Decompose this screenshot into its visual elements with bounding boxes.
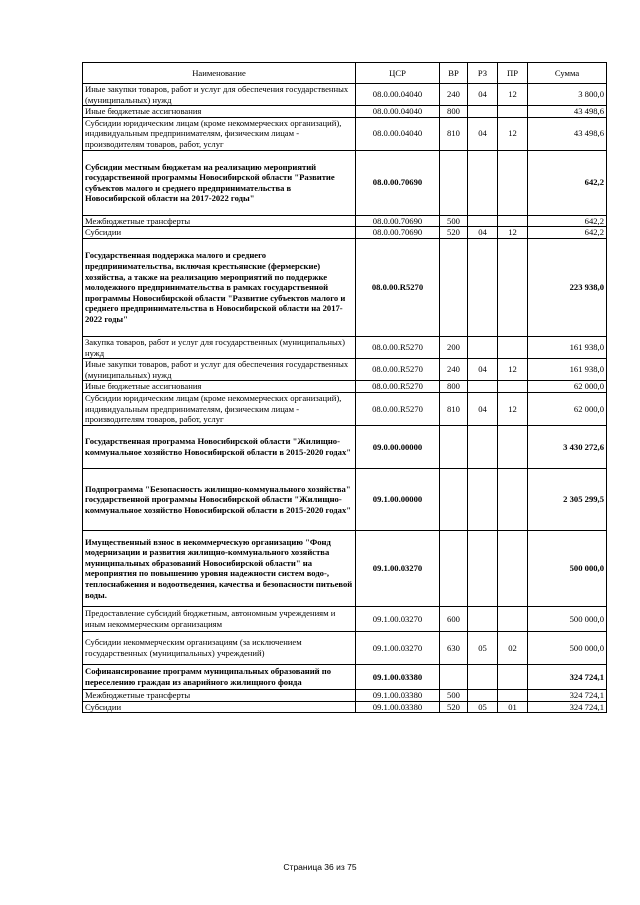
header-name: Наименование xyxy=(83,63,356,84)
cell-pr: 12 xyxy=(498,117,528,150)
cell-sum: 3 800,0 xyxy=(528,84,607,106)
cell-sum: 642,2 xyxy=(528,150,607,215)
table-row xyxy=(83,468,607,530)
cell-pr: 12 xyxy=(498,227,528,239)
cell-name: Субсидии юридическим лицам (кроме некоммерческих организаций), индивидуальным предпринимателям, физическим лицам - производителям товаров, работ, услуг xyxy=(83,392,356,425)
cell-csr: 08.0.00.04040 xyxy=(356,84,440,106)
cell-rz xyxy=(468,336,498,358)
table-row xyxy=(83,606,607,631)
cell-pr: 12 xyxy=(498,392,528,425)
cell-name: Субсидии некоммерческим организациям (за исключением государственных (муниципальных) учреждений) xyxy=(83,631,356,664)
table-row xyxy=(83,425,607,468)
cell-rz xyxy=(468,530,498,606)
cell-vr: 810 xyxy=(440,117,468,150)
cell-name: Государственная поддержка малого и среднего предпринимательства, включая крестьянские (фермерские) хозяйства, а также на реализацию мероприятий по поддержке молодежного предпринимательства в рамках государственной программы Новосибирской области "Развитие субъектов малого и среднего предпринимательства в Новосибирской области на 2017-2022 годы" xyxy=(83,238,356,336)
cell-sum: 62 000,0 xyxy=(528,392,607,425)
cell-sum: 324 724,1 xyxy=(528,689,607,701)
cell-rz xyxy=(468,689,498,701)
cell-vr xyxy=(440,238,468,336)
cell-sum: 3 430 272,6 xyxy=(528,425,607,468)
cell-rz xyxy=(468,215,498,227)
cell-pr xyxy=(498,425,528,468)
cell-pr: 01 xyxy=(498,701,528,713)
cell-vr: 800 xyxy=(440,106,468,118)
cell-vr: 500 xyxy=(440,689,468,701)
cell-rz: 04 xyxy=(468,117,498,150)
table-row xyxy=(83,381,607,393)
cell-name: Иные бюджетные ассигнования xyxy=(83,106,356,118)
cell-name: Закупка товаров, работ и услуг для государственных (муниципальных) нужд xyxy=(83,336,356,358)
cell-sum: 62 000,0 xyxy=(528,381,607,393)
cell-csr: 08.0.00.R5270 xyxy=(356,238,440,336)
cell-sum: 161 938,0 xyxy=(528,336,607,358)
cell-vr xyxy=(440,664,468,689)
cell-csr: 08.0.00.R5270 xyxy=(356,336,440,358)
cell-pr xyxy=(498,468,528,530)
table-header-row xyxy=(83,63,607,84)
table-row xyxy=(83,359,607,381)
cell-sum: 324 724,1 xyxy=(528,701,607,713)
table-row xyxy=(83,150,607,215)
cell-pr xyxy=(498,606,528,631)
table-row xyxy=(83,215,607,227)
cell-csr: 08.0.00.R5270 xyxy=(356,381,440,393)
table-row xyxy=(83,631,607,664)
cell-pr xyxy=(498,238,528,336)
cell-vr: 240 xyxy=(440,84,468,106)
cell-sum: 43 498,6 xyxy=(528,106,607,118)
cell-pr xyxy=(498,689,528,701)
cell-rz: 05 xyxy=(468,701,498,713)
table-row xyxy=(83,84,607,106)
cell-vr: 500 xyxy=(440,215,468,227)
cell-rz xyxy=(468,664,498,689)
cell-name: Иные бюджетные ассигнования xyxy=(83,381,356,393)
cell-name: Иные закупки товаров, работ и услуг для обеспечения государственных (муниципальных) нужд xyxy=(83,84,356,106)
cell-sum: 2 305 299,5 xyxy=(528,468,607,530)
cell-csr: 09.1.00.03380 xyxy=(356,689,440,701)
cell-vr: 240 xyxy=(440,359,468,381)
table-row xyxy=(83,664,607,689)
cell-rz: 04 xyxy=(468,84,498,106)
cell-name: Субсидии xyxy=(83,227,356,239)
cell-vr: 520 xyxy=(440,227,468,239)
cell-vr: 630 xyxy=(440,631,468,664)
cell-name: Государственная программа Новосибирской области "Жилищно-коммунальное хозяйство Новосибирской области в 2015-2020 годах" xyxy=(83,425,356,468)
table-row xyxy=(83,227,607,239)
cell-sum: 43 498,6 xyxy=(528,117,607,150)
cell-rz xyxy=(468,468,498,530)
cell-rz xyxy=(468,238,498,336)
cell-rz: 04 xyxy=(468,227,498,239)
cell-pr: 02 xyxy=(498,631,528,664)
table-row xyxy=(83,117,607,150)
table-row xyxy=(83,689,607,701)
cell-name: Межбюджетные трансферты xyxy=(83,689,356,701)
cell-sum: 500 000,0 xyxy=(528,606,607,631)
cell-vr: 600 xyxy=(440,606,468,631)
cell-csr: 08.0.00.R5270 xyxy=(356,359,440,381)
cell-csr: 09.1.00.03270 xyxy=(356,606,440,631)
cell-name: Межбюджетные трансферты xyxy=(83,215,356,227)
cell-name: Софинансирование программ муниципальных образований по переселению граждан из аварийного жилищного фонда xyxy=(83,664,356,689)
cell-pr xyxy=(498,336,528,358)
cell-csr: 08.0.00.04040 xyxy=(356,117,440,150)
cell-rz: 04 xyxy=(468,392,498,425)
cell-name: Иные закупки товаров, работ и услуг для обеспечения государственных (муниципальных) нужд xyxy=(83,359,356,381)
cell-name: Предоставление субсидий бюджетным, автономным учреждениям и иным некоммерческим организациям xyxy=(83,606,356,631)
table-row xyxy=(83,106,607,118)
cell-rz xyxy=(468,106,498,118)
table-row xyxy=(83,392,607,425)
cell-pr: 12 xyxy=(498,84,528,106)
header-pr: ПР xyxy=(498,63,528,84)
cell-sum: 642,2 xyxy=(528,227,607,239)
cell-rz xyxy=(468,150,498,215)
cell-sum: 161 938,0 xyxy=(528,359,607,381)
cell-rz xyxy=(468,425,498,468)
cell-sum: 642,2 xyxy=(528,215,607,227)
header-rz: РЗ xyxy=(468,63,498,84)
table-row xyxy=(83,238,607,336)
cell-csr: 08.0.00.04040 xyxy=(356,106,440,118)
cell-name: Субсидии xyxy=(83,701,356,713)
cell-rz xyxy=(468,606,498,631)
cell-vr: 810 xyxy=(440,392,468,425)
cell-csr: 08.0.00.70690 xyxy=(356,150,440,215)
cell-csr: 08.0.00.R5270 xyxy=(356,392,440,425)
cell-rz: 04 xyxy=(468,359,498,381)
table-row xyxy=(83,336,607,358)
cell-vr xyxy=(440,530,468,606)
budget-table xyxy=(82,62,607,713)
header-sum: Сумма xyxy=(528,63,607,84)
cell-sum: 324 724,1 xyxy=(528,664,607,689)
cell-name: Подпрограмма "Безопасность жилищно-коммунального хозяйства" государственной программы Новосибирской области "Жилищно-коммунальное хозяйство Новосибирской области в 2015-2020 годах" xyxy=(83,468,356,530)
cell-pr xyxy=(498,215,528,227)
cell-vr: 200 xyxy=(440,336,468,358)
cell-vr xyxy=(440,425,468,468)
cell-pr xyxy=(498,150,528,215)
cell-sum: 500 000,0 xyxy=(528,631,607,664)
cell-csr: 08.0.00.70690 xyxy=(356,227,440,239)
cell-pr xyxy=(498,530,528,606)
cell-pr: 12 xyxy=(498,359,528,381)
header-vr: ВР xyxy=(440,63,468,84)
page-number: Страница 36 из 75 xyxy=(283,862,357,872)
header-csr: ЦСР xyxy=(356,63,440,84)
cell-vr: 520 xyxy=(440,701,468,713)
cell-vr: 800 xyxy=(440,381,468,393)
cell-vr xyxy=(440,150,468,215)
cell-rz xyxy=(468,381,498,393)
cell-sum: 223 938,0 xyxy=(528,238,607,336)
cell-csr: 08.0.00.70690 xyxy=(356,215,440,227)
table-row xyxy=(83,701,607,713)
cell-name: Субсидии юридическим лицам (кроме некоммерческих организаций), индивидуальным предпринимателям, физическим лицам - производителям товаров, работ, услуг xyxy=(83,117,356,150)
cell-pr xyxy=(498,664,528,689)
cell-csr: 09.1.00.03270 xyxy=(356,530,440,606)
cell-csr: 09.1.00.00000 xyxy=(356,468,440,530)
cell-sum: 500 000,0 xyxy=(528,530,607,606)
cell-vr xyxy=(440,468,468,530)
cell-csr: 09.0.00.00000 xyxy=(356,425,440,468)
cell-pr xyxy=(498,106,528,118)
cell-name: Субсидии местным бюджетам на реализацию мероприятий государственной программы Новосибирской области "Развитие субъектов малого и среднего предпринимательства в Новосибирской области на 2017-2022 годы" xyxy=(83,150,356,215)
cell-pr xyxy=(498,381,528,393)
cell-csr: 09.1.00.03380 xyxy=(356,701,440,713)
cell-rz: 05 xyxy=(468,631,498,664)
cell-name: Имущественный взнос в некоммерческую организацию "Фонд модернизации и развития жилищно-коммунального хозяйства муниципальных образований Новосибирской области" на мероприятия по повышению уровня надежности систем водо-, теплоснабжения и водоотведения, качества и безопасности питьевой воды. xyxy=(83,530,356,606)
table-row xyxy=(83,530,607,606)
cell-csr: 09.1.00.03270 xyxy=(356,631,440,664)
cell-csr: 09.1.00.03380 xyxy=(356,664,440,689)
